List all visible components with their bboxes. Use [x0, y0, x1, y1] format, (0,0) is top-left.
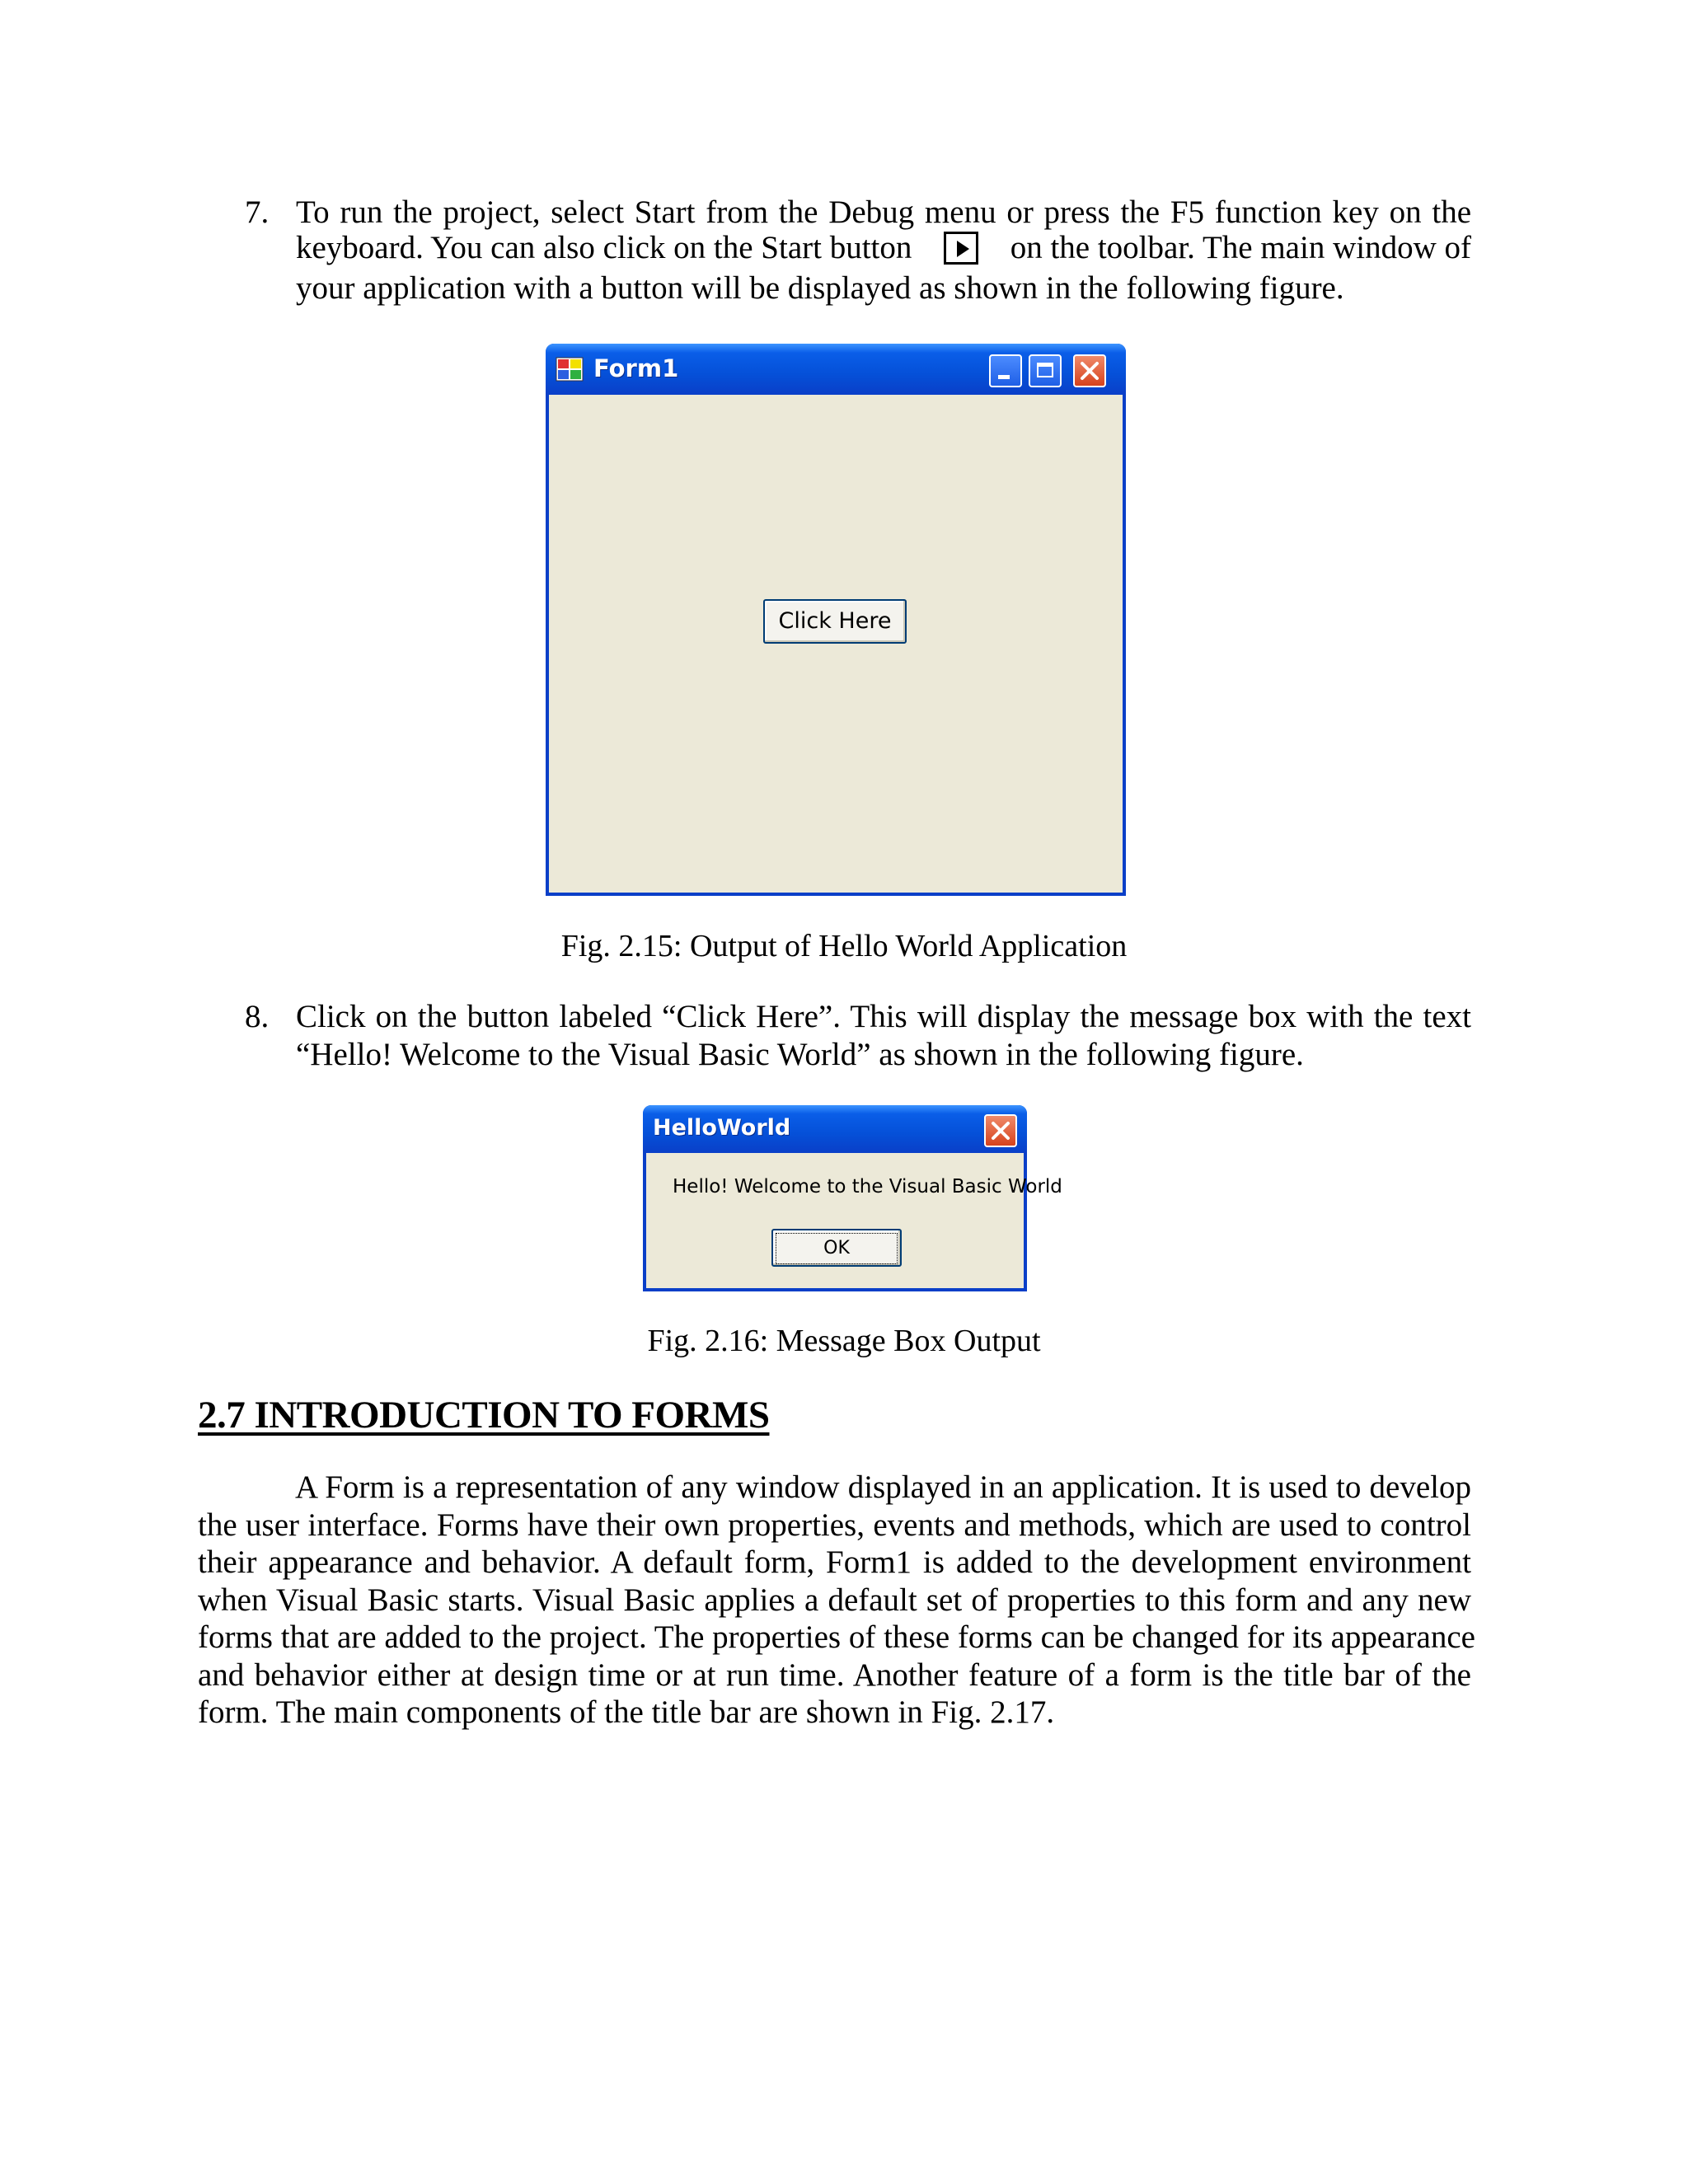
step-text: [296, 194, 1471, 308]
paragraph-line: A Form is a representation of any window displayed in an application. It is used to develop: [295, 1469, 1471, 1505]
minimize-button[interactable]: [989, 354, 1022, 387]
click-here-button[interactable]: [763, 599, 907, 644]
paragraph-line: their appearance and behavior. A default form, Form1 is added to the development environment: [198, 1544, 1471, 1580]
figure-caption-2-15: Fig. 2.15: Output of Hello World Application: [560, 929, 1128, 963]
form1-title: Form1: [593, 354, 679, 382]
text-line: To run the project, select Start from the Debug menu or press the F5 function key on the: [296, 194, 1471, 230]
text-line: your application with a button will be displayed as shown in the following figure.: [296, 270, 1344, 306]
maximize-button[interactable]: [1029, 354, 1062, 387]
click-here-label: Click Here: [778, 608, 892, 634]
message-box-window: [643, 1105, 1062, 1291]
form1-titlebar[interactable]: [546, 344, 1126, 395]
close-icon: [986, 1116, 1015, 1146]
text-fragment: keyboard. You can also click on the Start button: [296, 230, 912, 265]
close-button[interactable]: [1073, 354, 1106, 387]
section-paragraph: [198, 1469, 1475, 1732]
step-text: [296, 999, 1471, 1075]
minimize-icon: [998, 375, 1010, 379]
start-button-icon: [944, 232, 978, 265]
section-heading: 2.7 INTRODUCTION TO FORMS: [198, 1394, 770, 1436]
close-icon: [1075, 356, 1104, 386]
paragraph-line: the user interface. Forms have their own properties, events and methods, which are used to control: [198, 1507, 1471, 1543]
message-text: Hello! Welcome to the Visual Basic World: [673, 1176, 1062, 1197]
paragraph-line: when Visual Basic starts. Visual Basic applies a default set of properties to this form and any new: [198, 1582, 1471, 1618]
message-box-title: HelloWorld: [653, 1115, 791, 1141]
message-box-titlebar[interactable]: [643, 1105, 1027, 1153]
ok-button[interactable]: [771, 1229, 902, 1267]
text-fragment: on the toolbar. The main window of: [1010, 230, 1471, 265]
text-line: “Hello! Welcome to the Visual Basic World” as shown in the following figure.: [296, 1037, 1304, 1072]
maximize-icon: [1037, 363, 1053, 377]
text-line-with-icon: [296, 229, 1471, 267]
figure-caption-2-16: Fig. 2.16: Message Box Output: [647, 1324, 1041, 1358]
paragraph-line: forms that are added to the project. The properties of these forms can be changed for its appearance: [198, 1619, 1475, 1655]
form1-window: [546, 344, 1126, 896]
paragraph-line: and behavior either at design time or at run time. Another feature of a form is the title bar of the: [198, 1657, 1471, 1693]
text-line: Click on the button labeled “Click Here”. This will display the message box with the text: [296, 999, 1471, 1034]
message-box-close-button[interactable]: [984, 1114, 1017, 1147]
step-number: 8.: [245, 999, 270, 1034]
step-number: 7.: [245, 194, 270, 230]
paragraph-line: form. The main components of the title bar are shown in Fig. 2.17.: [198, 1694, 1055, 1730]
ok-label: OK: [776, 1233, 898, 1264]
app-icon: [556, 357, 584, 382]
